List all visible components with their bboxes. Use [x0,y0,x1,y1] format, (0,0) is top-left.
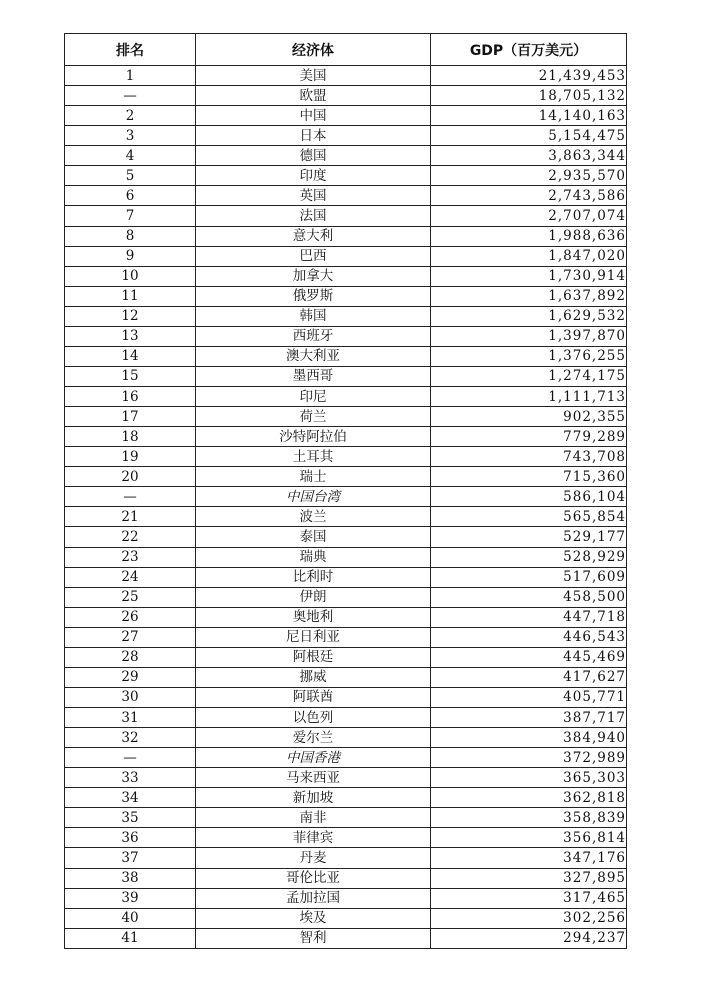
table-row [65,888,627,908]
header-rank: 排名 [65,34,196,66]
rank-cell: 5 [65,166,196,186]
gdp-cell: 529,177 [431,527,627,547]
table-row [65,407,627,427]
gdp-cell: 528,929 [431,547,627,567]
rank-cell: 19 [65,447,196,467]
economy-cell: 泰国 [196,527,431,547]
gdp-cell: 2,743,586 [431,186,627,206]
gdp-cell: 358,839 [431,808,627,828]
gdp-cell: 417,627 [431,667,627,687]
rank-cell: 7 [65,206,196,226]
gdp-cell: 387,717 [431,708,627,728]
gdp-cell: 446,543 [431,627,627,647]
rank-cell: 34 [65,788,196,808]
rank-cell: 41 [65,928,196,948]
table-row [65,186,627,206]
rank-cell: 29 [65,667,196,687]
economy-cell: 意大利 [196,226,431,246]
gdp-cell: 3,863,344 [431,146,627,166]
table-row [65,346,627,366]
rank-cell: 11 [65,286,196,306]
economy-cell: 中国台湾 [196,487,431,507]
gdp-cell: 1,629,532 [431,306,627,326]
gdp-cell: 715,360 [431,467,627,487]
gdp-cell: 5,154,475 [431,126,627,146]
table-header [65,34,627,66]
gdp-cell: 356,814 [431,828,627,848]
table-row [65,487,627,507]
table-row [65,507,627,527]
economy-cell: 瑞典 [196,547,431,567]
gdp-cell: 445,469 [431,647,627,667]
rank-cell: 10 [65,266,196,286]
economy-cell: 奥地利 [196,607,431,627]
rank-cell: 35 [65,808,196,828]
gdp-cell: 1,376,255 [431,346,627,366]
rank-cell: 22 [65,527,196,547]
rank-cell: 36 [65,828,196,848]
gdp-cell: 586,104 [431,487,627,507]
table-row [65,387,627,407]
table-row [65,467,627,487]
rank-cell: 4 [65,146,196,166]
gdp-cell: 1,847,020 [431,246,627,266]
economy-cell: 巴西 [196,246,431,266]
gdp-cell: 447,718 [431,607,627,627]
gdp-cell: 14,140,163 [431,106,627,126]
table-row [65,427,627,447]
table-row [65,768,627,788]
table-row [65,728,627,748]
rank-cell: 28 [65,647,196,667]
gdp-cell: 1,637,892 [431,286,627,306]
table-row [65,366,627,386]
rank-cell: 21 [65,507,196,527]
economy-cell: 尼日利亚 [196,627,431,647]
gdp-cell: 21,439,453 [431,66,627,86]
rank-cell: 9 [65,246,196,266]
rank-cell: 39 [65,888,196,908]
economy-cell: 马来西亚 [196,768,431,788]
rank-cell: 17 [65,407,196,427]
gdp-cell: 743,708 [431,447,627,467]
header-economy: 经济体 [196,34,431,66]
table-row [65,266,627,286]
economy-cell: 荷兰 [196,407,431,427]
rank-cell: — [65,86,196,106]
table-row [65,126,627,146]
table-row [65,527,627,547]
gdp-cell: 372,989 [431,748,627,768]
gdp-cell: 1,274,175 [431,366,627,386]
table-row [65,687,627,707]
rank-cell: 8 [65,226,196,246]
gdp-cell: 517,609 [431,567,627,587]
economy-cell: 欧盟 [196,86,431,106]
table-row [65,447,627,467]
table-row [65,306,627,326]
table-row [65,106,627,126]
gdp-cell: 1,111,713 [431,387,627,407]
table-row [65,246,627,266]
rank-cell: 25 [65,587,196,607]
rank-cell: 14 [65,346,196,366]
economy-cell: 瑞士 [196,467,431,487]
gdp-cell: 362,818 [431,788,627,808]
gdp-cell: 565,854 [431,507,627,527]
economy-cell: 美国 [196,66,431,86]
economy-cell: 西班牙 [196,326,431,346]
economy-cell: 英国 [196,186,431,206]
economy-cell: 丹麦 [196,848,431,868]
header-row [65,34,627,66]
gdp-cell: 2,935,570 [431,166,627,186]
rank-cell: 24 [65,567,196,587]
rank-cell: 13 [65,326,196,346]
rank-cell: 38 [65,868,196,888]
economy-cell: 以色列 [196,708,431,728]
rank-cell: 26 [65,607,196,627]
table-row [65,908,627,928]
table-row [65,607,627,627]
economy-cell: 菲律宾 [196,828,431,848]
economy-cell: 加拿大 [196,266,431,286]
table-row [65,146,627,166]
economy-cell: 智利 [196,928,431,948]
table-row [65,326,627,346]
economy-cell: 印尼 [196,387,431,407]
rank-cell: 32 [65,728,196,748]
economy-cell: 土耳其 [196,447,431,467]
table-row [65,66,627,86]
economy-cell: 哥伦比亚 [196,868,431,888]
rank-cell: 37 [65,848,196,868]
gdp-cell: 294,237 [431,928,627,948]
rank-cell: 40 [65,908,196,928]
economy-cell: 沙特阿拉伯 [196,427,431,447]
rank-cell: 15 [65,366,196,386]
gdp-cell: 1,988,636 [431,226,627,246]
gdp-ranking-table [64,33,627,949]
table-row [65,206,627,226]
gdp-cell: 365,303 [431,768,627,788]
economy-cell: 新加坡 [196,788,431,808]
gdp-cell: 902,355 [431,407,627,427]
header-gdp: GDP（百万美元） [431,34,627,66]
rank-cell: 2 [65,106,196,126]
gdp-cell: 1,397,870 [431,326,627,346]
rank-cell: 31 [65,708,196,728]
table-row [65,808,627,828]
rank-cell: — [65,748,196,768]
table-row [65,708,627,728]
gdp-cell: 384,940 [431,728,627,748]
table-row [65,166,627,186]
table-row [65,647,627,667]
gdp-cell: 779,289 [431,427,627,447]
table-row [65,547,627,567]
table-row [65,928,627,948]
gdp-cell: 405,771 [431,687,627,707]
rank-cell: 3 [65,126,196,146]
rank-cell: 20 [65,467,196,487]
economy-cell: 德国 [196,146,431,166]
table-row [65,828,627,848]
economy-cell: 挪威 [196,667,431,687]
gdp-cell: 302,256 [431,908,627,928]
economy-cell: 中国香港 [196,748,431,768]
gdp-cell: 1,730,914 [431,266,627,286]
economy-cell: 印度 [196,166,431,186]
table-row [65,226,627,246]
rank-cell: 6 [65,186,196,206]
economy-cell: 孟加拉国 [196,888,431,908]
gdp-cell: 2,707,074 [431,206,627,226]
economy-cell: 比利时 [196,567,431,587]
rank-cell: 33 [65,768,196,788]
table-row [65,848,627,868]
rank-cell: — [65,487,196,507]
table-row [65,286,627,306]
table-row [65,567,627,587]
economy-cell: 中国 [196,106,431,126]
rank-cell: 16 [65,387,196,407]
economy-cell: 韩国 [196,306,431,326]
table-body [65,66,627,949]
economy-cell: 阿联酋 [196,687,431,707]
economy-cell: 墨西哥 [196,366,431,386]
table-row [65,86,627,106]
rank-cell: 12 [65,306,196,326]
economy-cell: 俄罗斯 [196,286,431,306]
gdp-cell: 458,500 [431,587,627,607]
table-row [65,627,627,647]
economy-cell: 波兰 [196,507,431,527]
rank-cell: 23 [65,547,196,567]
economy-cell: 法国 [196,206,431,226]
rank-cell: 18 [65,427,196,447]
gdp-cell: 317,465 [431,888,627,908]
table-row [65,788,627,808]
rank-cell: 27 [65,627,196,647]
gdp-cell: 347,176 [431,848,627,868]
economy-cell: 澳大利亚 [196,346,431,366]
economy-cell: 埃及 [196,908,431,928]
rank-cell: 1 [65,66,196,86]
economy-cell: 南非 [196,808,431,828]
table-row [65,868,627,888]
table-row [65,748,627,768]
gdp-cell: 327,895 [431,868,627,888]
table-row [65,587,627,607]
economy-cell: 伊朗 [196,587,431,607]
table-row [65,667,627,687]
economy-cell: 爱尔兰 [196,728,431,748]
gdp-cell: 18,705,132 [431,86,627,106]
economy-cell: 阿根廷 [196,647,431,667]
rank-cell: 30 [65,687,196,707]
economy-cell: 日本 [196,126,431,146]
